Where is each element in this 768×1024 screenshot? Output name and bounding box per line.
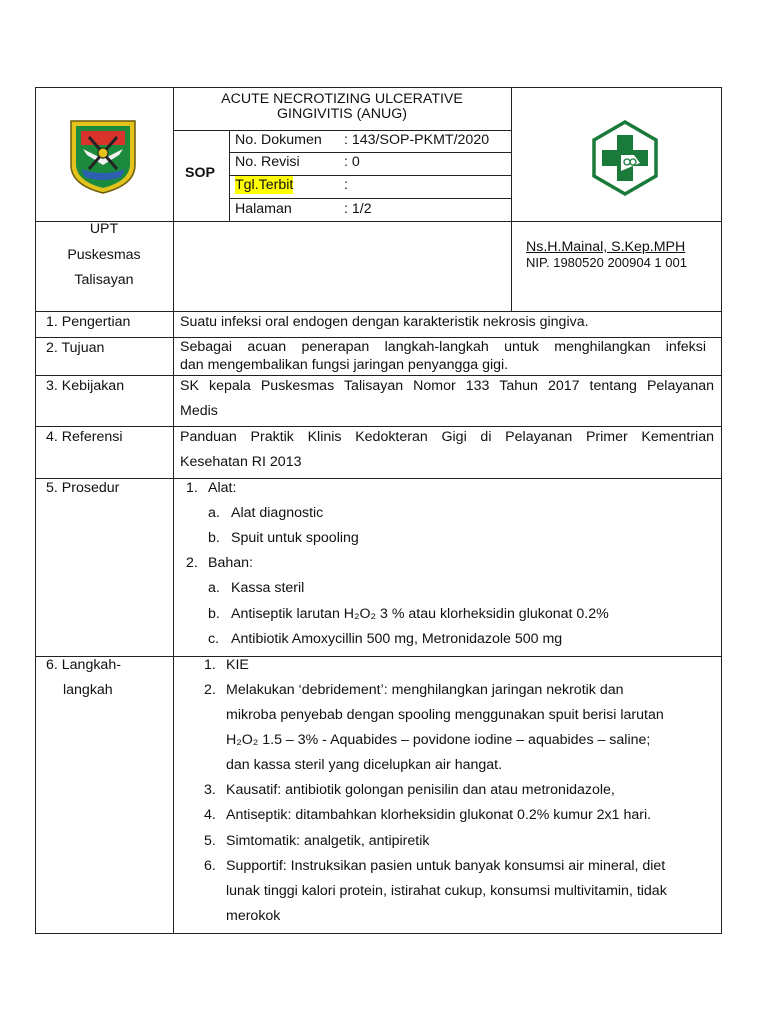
meta-label-halaman: Halaman xyxy=(235,201,292,217)
prosedur-group-title: Bahan: xyxy=(208,555,253,571)
step-line: lunak tinggi kalori protein, istirahat cukup, konsumsi multivitamin, tidak xyxy=(226,883,667,899)
prosedur-item-letter: a. xyxy=(208,505,220,521)
signer-nip: NIP. 1980520 200904 1 001 xyxy=(526,255,687,270)
header-right-divider xyxy=(511,88,512,311)
row-divider xyxy=(36,426,721,427)
prosedur-item: Antiseptik larutan H₂O₂ 3 % atau klorheksidin glukonat 0.2% xyxy=(231,606,609,622)
meta-label-no-revisi: No. Revisi xyxy=(235,154,300,170)
step-line: KIE xyxy=(226,657,249,673)
prosedur-item: Antibiotik Amoxycillin 500 mg, Metronidazole 500 mg xyxy=(231,631,563,647)
step-line: merokok xyxy=(226,908,281,924)
section-text-kebijakan: SK kepala Puskesmas Talisayan Nomor 133 Tahun 2017 tentang Pelayanan xyxy=(180,378,714,394)
prosedur-item: Alat diagnostic xyxy=(231,505,324,521)
section-label-langkah: 6. Langkah- xyxy=(46,657,121,673)
prosedur-group-title: Alat: xyxy=(208,480,237,496)
step-num: 6. xyxy=(204,858,216,874)
step-num: 4. xyxy=(204,807,216,823)
row-divider xyxy=(36,656,721,657)
section-text-tujuan: Sebagai acuan penerapan langkah-langkah untuk menghilangkan infeksi xyxy=(180,339,706,355)
row-divider xyxy=(36,337,721,338)
section-text-referensi: Panduan Praktik Klinis Kedokteran Gigi di Pelayanan Primer Kementrian xyxy=(180,429,714,445)
section-text-kebijakan: Medis xyxy=(180,403,218,419)
regency-coat-of-arms-icon xyxy=(69,119,137,195)
section-label-tujuan: 2. Tujuan xyxy=(46,340,105,356)
meta-divider xyxy=(229,198,511,199)
section-text-tujuan: dan mengembalikan fungsi jaringan penyangga gigi. xyxy=(180,357,509,373)
meta-value-no-revisi: : 0 xyxy=(344,154,360,170)
row-divider xyxy=(36,478,721,479)
meta-value-no-dokumen: : 143/SOP-PKMT/2020 xyxy=(344,132,490,148)
step-line: Antiseptik: ditambahkan klorheksidin glukonat 0.2% kumur 2x1 hari. xyxy=(226,807,652,823)
section-label-prosedur: 5. Prosedur xyxy=(46,480,120,496)
prosedur-item-letter: a. xyxy=(208,580,220,596)
org-line: Talisayan xyxy=(74,272,134,288)
step-line: Simtomatik: analgetik, antipiretik xyxy=(226,833,430,849)
step-line: mikroba penyebab dengan spooling menggunakan spuit berisi larutan xyxy=(226,707,664,723)
step-line: H₂O₂ 1.5 – 3% - Aquabides – povidone iodine – aquabides – saline; xyxy=(226,732,651,748)
document-title: ACUTE NECROTIZING ULCERATIVE GINGIVITIS (ANUG) xyxy=(221,91,463,122)
step-num: 5. xyxy=(204,833,216,849)
prosedur-item-letter: c. xyxy=(208,631,220,647)
step-num: 3. xyxy=(204,782,216,798)
meta-label-tgl-terbit: Tgl.Terbit xyxy=(235,177,294,193)
step-line: Melakukan ‘debridement’: menghilangkan jaringan nekrotik dan xyxy=(226,682,624,698)
prosedur-item: Spuit untuk spooling xyxy=(231,530,359,546)
step-line: Kausatif: antibiotik golongan penisilin dan atau metronidazole, xyxy=(226,782,615,798)
section-label-pengertian: 1. Pengertian xyxy=(46,314,131,330)
row-divider xyxy=(36,375,721,376)
meta-value-tgl-terbit: : xyxy=(344,177,348,193)
prosedur-group-num: 2. xyxy=(186,555,198,571)
step-num: 1. xyxy=(204,657,216,673)
prosedur-group-num: 1. xyxy=(186,480,198,496)
step-line: Supportif: Instruksikan pasien untuk banyak konsumsi air mineral, diet xyxy=(226,858,666,874)
section-text-referensi: Kesehatan RI 2013 xyxy=(180,454,302,470)
meta-value-halaman: : 1/2 xyxy=(344,201,372,217)
meta-label-no-dokumen: No. Dokumen xyxy=(235,132,322,148)
org-line: UPT xyxy=(89,221,119,237)
prosedur-item-letter: b. xyxy=(208,530,220,546)
section-text-pengertian: Suatu infeksi oral endogen dengan karakteristik nekrosis gingiva. xyxy=(180,314,589,330)
signer-name: Ns.H.Mainal, S.Kep.MPH xyxy=(526,239,686,255)
prosedur-item: Kassa steril xyxy=(231,580,305,596)
puskesmas-cross-icon xyxy=(590,119,660,197)
step-num: 2. xyxy=(204,682,216,698)
column-divider xyxy=(173,88,174,933)
section-label-langkah: langkah xyxy=(63,682,113,698)
row-divider xyxy=(36,311,721,312)
section-label-referensi: 4. Referensi xyxy=(46,429,123,445)
sop-label: SOP xyxy=(185,165,215,181)
step-line: dan kassa steril yang dicelupkan air hangat. xyxy=(226,757,503,773)
prosedur-item-letter: b. xyxy=(208,606,220,622)
org-line: Puskesmas xyxy=(67,247,141,263)
section-label-kebijakan: 3. Kebijakan xyxy=(46,378,125,394)
